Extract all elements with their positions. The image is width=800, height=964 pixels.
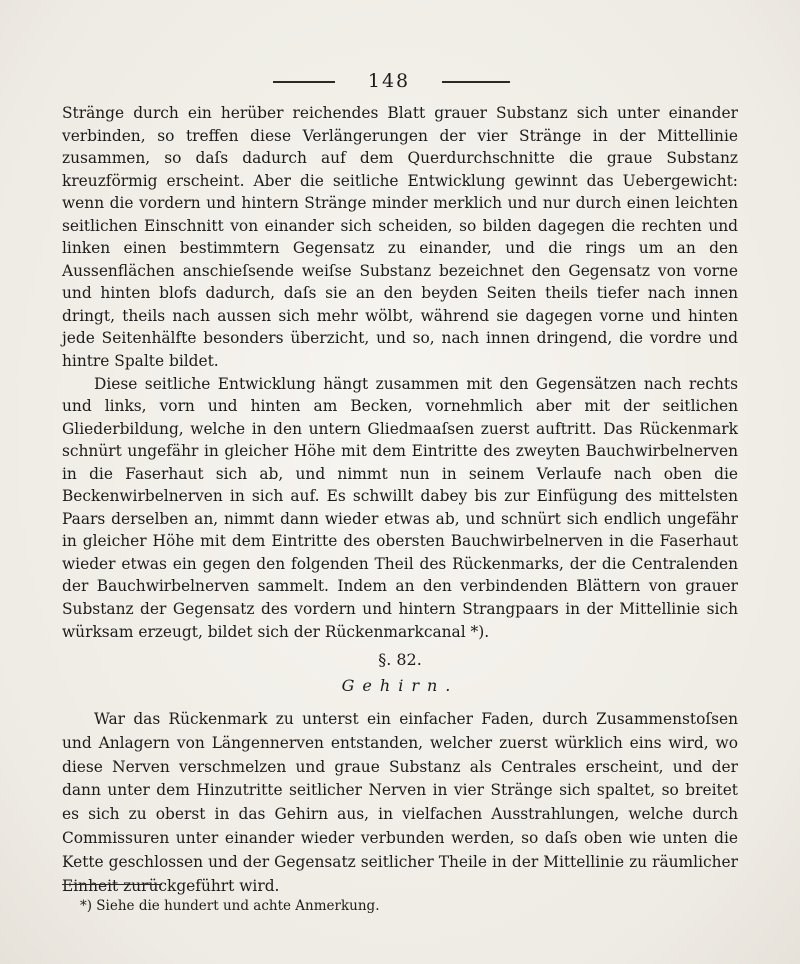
section-title: Gehirn. <box>341 676 459 695</box>
footnote-rule <box>62 884 162 885</box>
body-text-section <box>62 708 738 898</box>
page-number: 148 <box>367 70 411 92</box>
body-text <box>62 102 738 643</box>
header-rule-left <box>273 81 335 83</box>
paragraph-1: Stränge durch ein herüber reichendes Blatt grauer Substanz sich unter einander verbinden, so treffen diese Verlängerungen der vier Stränge in der Mittellinie zusammen, so daſs dadurch auf dem Querdurchschnitte die graue Substanz kreuzförmig erscheint. Aber die seitliche Entwicklung gewinnt das Uebergewicht: wenn die vordern und hintern Stränge minder merklich und nur durch einen leichten seitlichen Einschnitt von einander sich scheiden, so bilden dagegen die rechten und linken einen bestimmtern Gegensatz zu einander, und die rings um an den Aussenflächen anschieſsende weiſse Substanz bezeichnet den Gegensatz von vorne und hinten blofs dadurch, daſs sie an den beyden Seiten theils tiefer nach innen dringt, theils nach aussen sich mehr wölbt, während sie dagegen vorne und hinten jede Seitenhälfte besonders überzicht, und so, nach innen dringend, die vordre und hintre Spalte bildet. <box>62 104 738 371</box>
footnote: *) Siehe die hundert und achte Anmerkung. <box>80 898 380 914</box>
page-header <box>0 70 800 94</box>
paragraph-3: War das Rückenmark zu unterst ein einfacher Faden, durch Zusammenstoſsen und Anlagern von Längennerven entstanden, welcher zuerst würklich eins wird, wo diese Nerven verschmelzen und graue Substanz als Centrales erscheint, und der dann unter dem Hinzutritte seitlicher Nerven in vier Stränge sich spaltet, so breitet es sich zu oberst in das Gehirn aus, in vielfachen Ausstrahlungen, welche durch Commissuren unter einander wieder verbunden werden, so daſs oben wie unten die Kette geschlossen und der Gegensatz seitlicher Theile in der Mittellinie zu räumlicher Einheit zurückgeführt wird. <box>62 710 738 895</box>
header-rule-right <box>442 81 510 83</box>
section-number: §. 82. <box>378 650 422 669</box>
paragraph-2: Diese seitliche Entwicklung hängt zusammen mit den Gegensätzen nach rechts und links, vorn und hinten am Becken, vornehmlich aber mit der seitlichen Gliederbildung, welche in den untern Gliedmaaſsen zuerst auftritt. Das Rückenmark schnürt ungefähr in gleicher Höhe mit dem Eintritte des zweyten Bauchwirbelnerven in die Faserhaut sich ab, und nimmt nun in seinem Verlaufe nach oben die Beckenwirbelnerven in sich auf. Es schwillt dabey bis zur Einfügung des mittelsten Paars derselben an, nimmt dann wieder etwas ab, und schnürt sich endlich ungefähr in gleicher Höhe mit dem Eintritte des obersten Bauchwirbelnerven in die Faserhaut wieder etwas ein gegen den folgenden Theil des Rückenmarks, der die Centralenden der Bauchwirbelnerven sammelt. Indem an den verbindenden Blättern von grauer Substanz der Gegensatz des vordern und hintern Strangpaars in der Mittellinie sich würksam erzeugt, bildet sich der Rückenmarkcanal *). <box>62 374 738 641</box>
